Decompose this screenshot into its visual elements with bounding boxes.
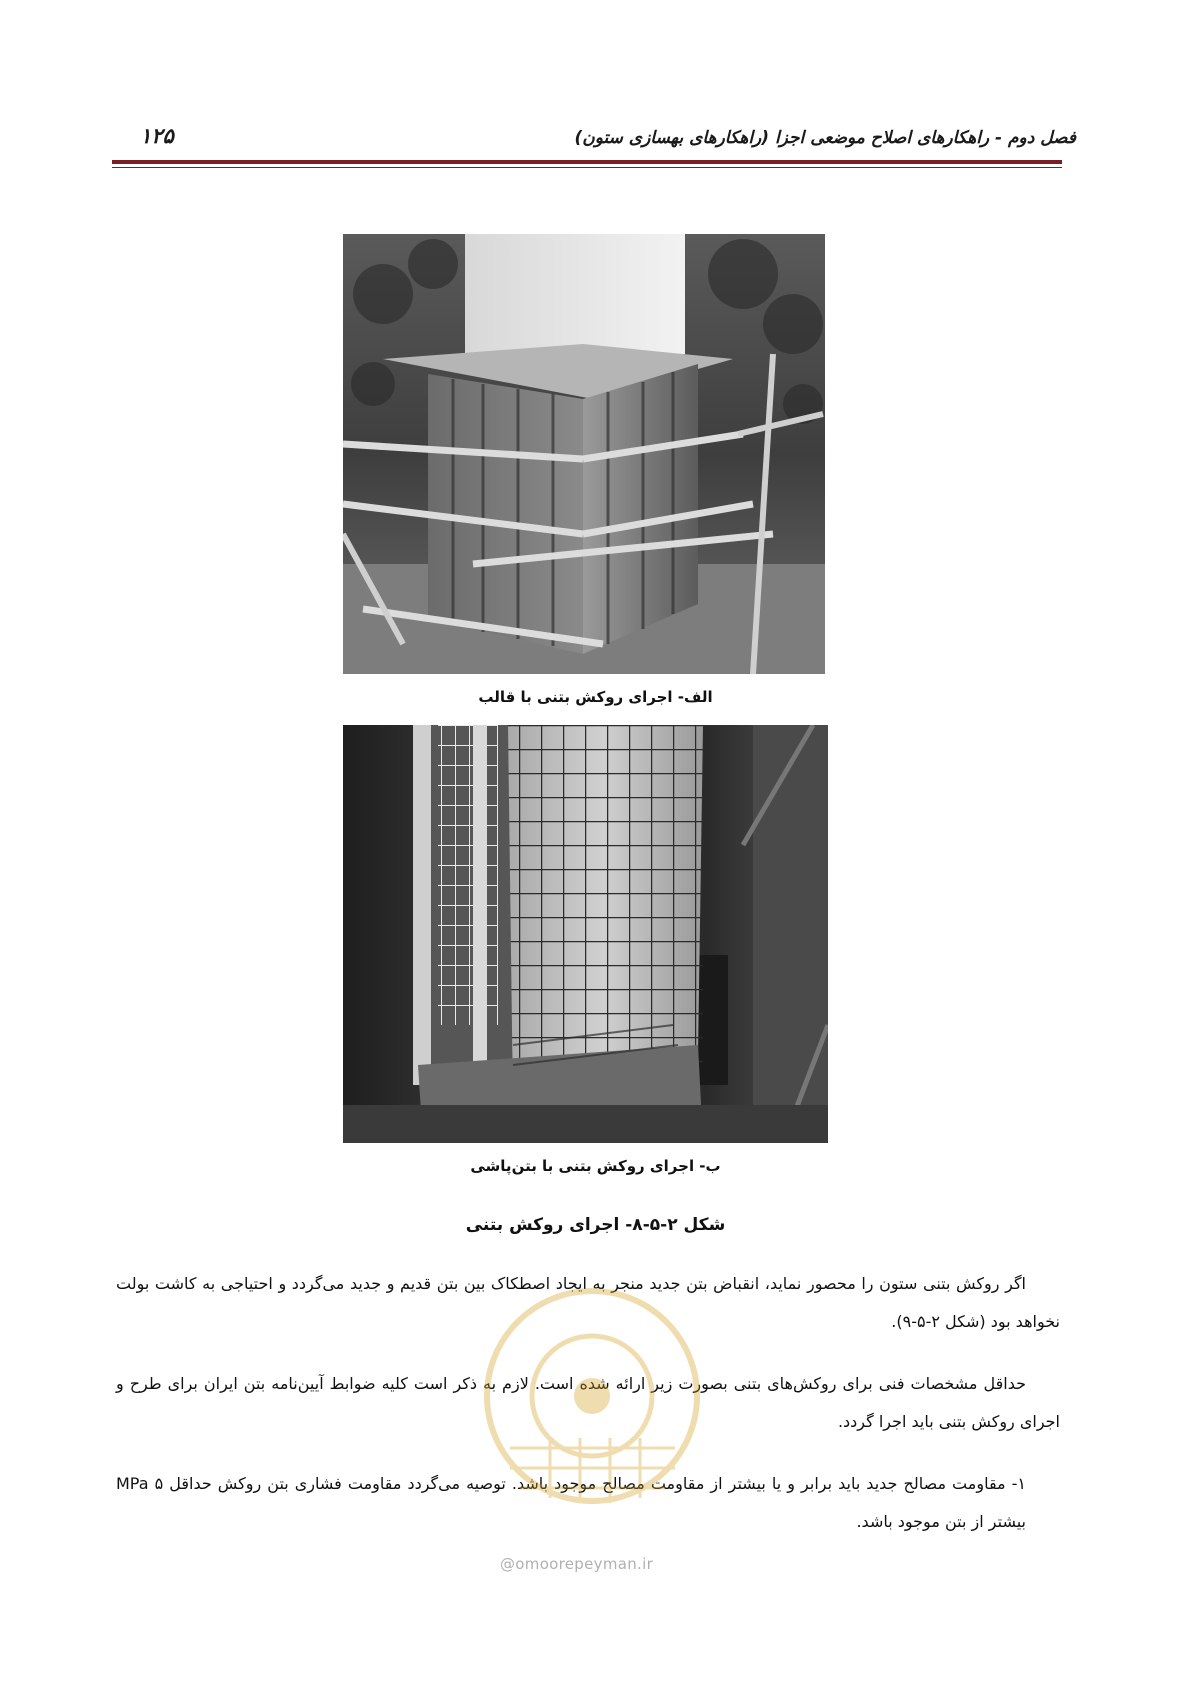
page-number: ۱۲۵ [140, 124, 174, 148]
body-paragraph-2: حداقل مشخصات فنی برای روکش‌های بتنی بصورت زیر ارائه شده است. لازم به ذکر است کلیه ضوابط آیین‌نامه بتن ایران برای طرح و اجرای روکش بتنی باید اجرا گردد. [116, 1374, 1060, 1431]
photo-b-caption: ب- اجرای روکش بتنی با بتن‌پاشی [470, 1157, 721, 1175]
photo-formwork-graphic [343, 234, 825, 674]
photo-a-caption: الف- اجرای روکش بتنی با قالب [478, 688, 713, 706]
header-rule-thick [112, 160, 1062, 164]
watermark-url: @omoorepeyman.ir [500, 1555, 654, 1573]
photo-formwork-jacket [343, 234, 825, 674]
header-rule-thin [112, 167, 1062, 168]
body-paragraph-1: اگر روکش بتنی ستون را محصور نماید، انقباض بتن جدید منجر به ایجاد اصطکاک بین بتن قدیم و جدید می‌گردد و احتیاجی به کاشت بولت نخواهد بود (شکل ۲-۵-۹). [116, 1274, 1060, 1331]
figure-title: شکل ۲-۵-۸- اجرای روکش بتنی [465, 1215, 726, 1235]
photo-shotcrete-jacket [343, 725, 828, 1143]
chapter-title: فصل دوم - راهکارهای اصلاح موضعی اجزا (راهکارهای بهسازی ستون) [574, 128, 1076, 148]
photo-shotcrete-graphic [343, 725, 828, 1143]
list-item-1: ۱- مقاومت مصالح جدید باید برابر و یا بیشتر از مقاومت مصالح موجود باشد. توصیه می‌گردد مقاومت فشاری بتن روکش حداقل MPa ۵ بیشتر از بتن موجود باشد. [116, 1474, 1027, 1531]
